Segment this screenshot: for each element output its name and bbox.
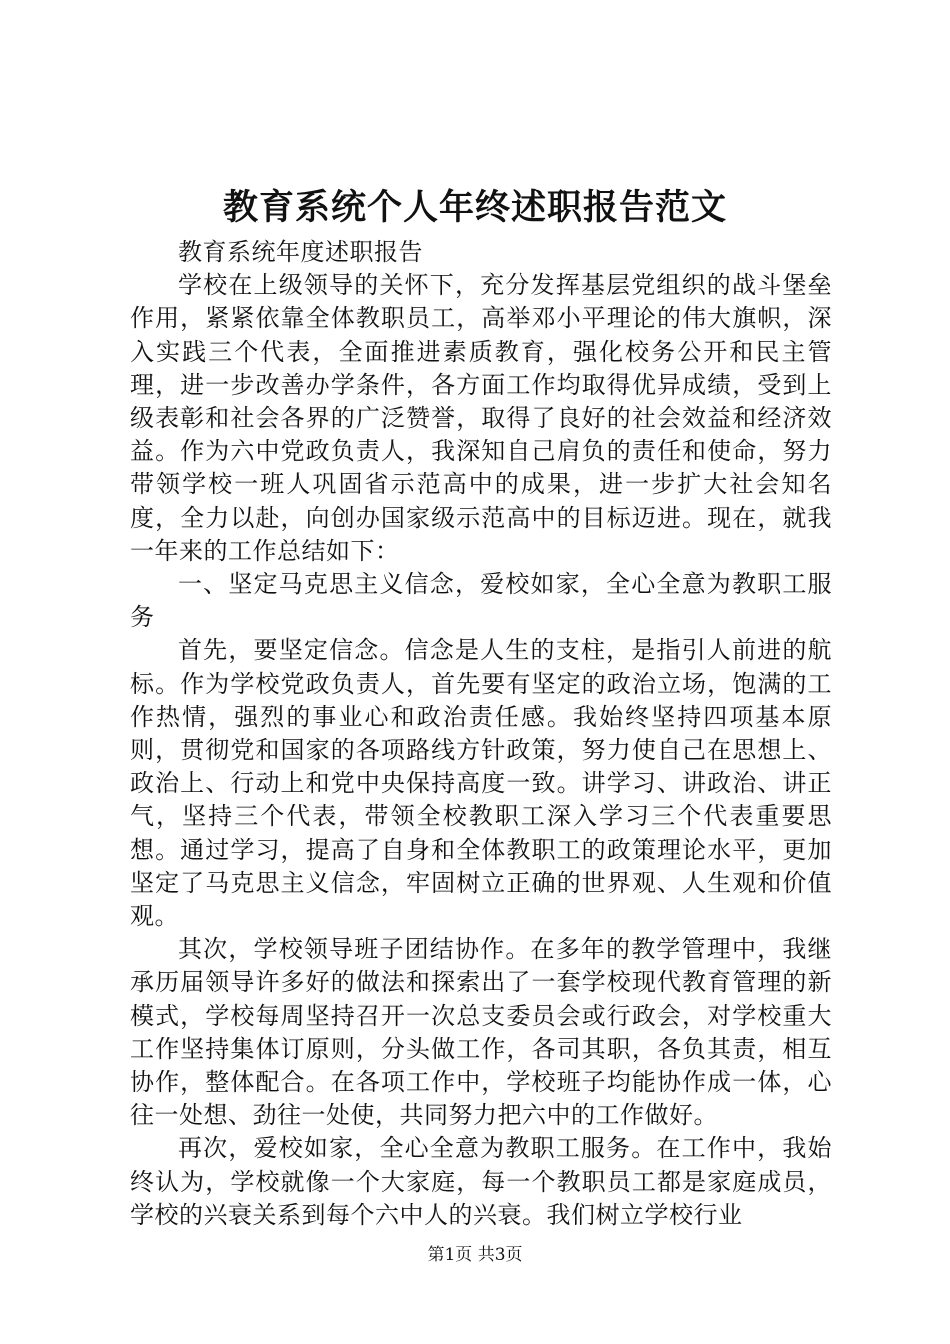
paragraph-first: 首先，要坚定信念。信念是人生的支柱，是指引人前进的航标。作为学校党政负责人，首先要有坚定的政治立场，饱满的工作热情，强烈的事业心和政治责任感。我始终坚持四项基本原则，贯彻党和国家的各项路线方针政策，努力使自己在思想上、政治上、行动上和党中央保持高度一致。讲学习、讲政治、讲正气，坚持三个代表，带领全校教职工深入学习三个代表重要思想。通过学习，提高了自身和全体教职工的政策理论水平，更加坚定了马克思主义信念，牢固树立正确的世界观、人生观和价值观。 bbox=[130, 636, 832, 931]
section-heading-1: 一、坚定马克思主义信念，爱校如家，全心全意为教职工服务 bbox=[130, 570, 832, 632]
paragraph-second: 其次，学校领导班子团结协作。在多年的教学管理中，我继承历届领导许多好的做法和探索出了一套学校现代教育管理的新模式，学校每周坚持召开一次总支委员会或行政会，对学校重大工作坚持集体订原则，分头做工作，各司其职，各负其责，相互协作，整体配合。在各项工作中，学校班子均能协作成一体，心往一处想、劲往一处使，共同努力把六中的工作做好。 bbox=[130, 935, 832, 1130]
document-body bbox=[130, 236, 832, 1232]
paragraph-subtitle: 教育系统年度述职报告 bbox=[178, 238, 423, 266]
paragraph-third: 再次，爱校如家，全心全意为教职工服务。在工作中，我始终认为，学校就像一个大家庭，每一个教职员工都是家庭成员，学校的兴衰关系到每个六中人的兴衰。我们树立学校行业 bbox=[130, 1134, 832, 1229]
page-footer: 第1页 共3页 bbox=[427, 1245, 523, 1265]
paragraph-intro: 学校在上级领导的关怀下，充分发挥基层党组织的战斗堡垒作用，紧紧依靠全体教职员工，高举邓小平理论的伟大旗帜，深入实践三个代表，全面推进素质教育，强化校务公开和民主管理，进一步改善办学条件，各方面工作均取得优异成绩，受到上级表彰和社会各界的广泛赞誉，取得了良好的社会效益和经济效益。作为六中党政负责人，我深知自己肩负的责任和使命，努力带领学校一班人巩固省示范高中的成果，进一步扩大社会知名度，全力以赴，向创办国家级示范高中的目标迈进。现在，就我一年来的工作总结如下： bbox=[130, 271, 832, 565]
document-title: 教育系统个人年终述职报告范文 bbox=[222, 187, 727, 228]
